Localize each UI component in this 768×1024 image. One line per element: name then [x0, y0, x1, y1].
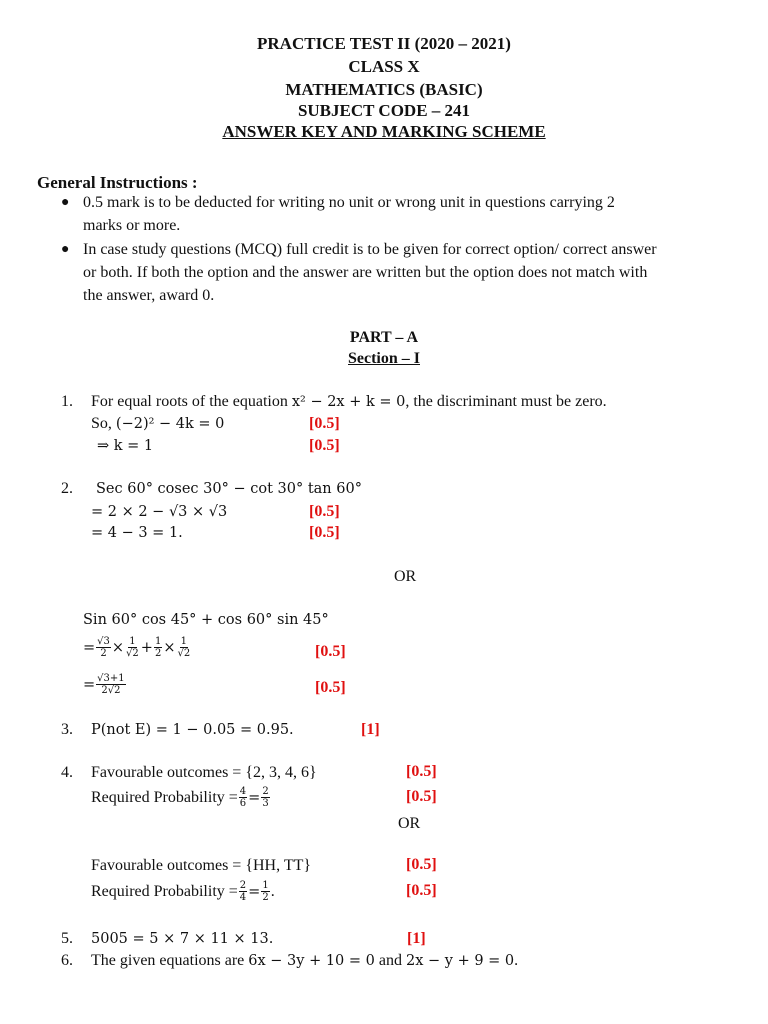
q3-mark: [1]: [361, 721, 380, 738]
q2-alt-line-3: = $\frac{√3+1}{2√2}$: [83, 673, 125, 696]
q3-text: P(not E) = 1 − 0.05 = 0.95.: [91, 722, 294, 738]
q5-mark: [1]: [407, 930, 426, 947]
fraction: $\frac{2}{3}$: [262, 786, 269, 809]
q4-number: 4.: [61, 764, 73, 781]
q2-line-3: = 4 − 3 = 1.: [91, 525, 183, 541]
header-class: CLASS X: [348, 57, 420, 76]
q2-alt-mark-2: [0.5]: [315, 679, 346, 696]
section-title: Section – I: [348, 350, 420, 367]
q4-mark-1: [0.5]: [406, 763, 437, 780]
q2-mark-2: [0.5]: [309, 524, 340, 541]
bullet-icon: ●: [61, 195, 70, 210]
q4-alt-line-1: Favourable outcomes = {HH, TT}: [91, 857, 312, 874]
fraction: $\frac{√3}{2}$: [97, 636, 110, 659]
q6-text: The given equations are 6x − 3y + 10 = 0 and 2x − y + 9 = 0.: [91, 952, 519, 969]
q2-alt-line-1: Sin 60° cos 45° + cos 60° sin 45°: [83, 612, 329, 628]
q1-line-2: So, (−2)² − 4k = 0: [91, 415, 225, 432]
q4-alt-line-2: Required Probability = $\frac{2}{4}$ = $\frac{1}{2}$ .: [91, 880, 275, 903]
bullet-icon: ●: [61, 242, 70, 257]
instruction-2-line-2: or both. If both the option and the answer are written but the option does not match with: [83, 264, 648, 281]
q2-line-2: = 2 × 2 − √3 × √3: [91, 504, 228, 520]
fraction: $\frac{1}{2}$: [262, 880, 269, 903]
q2-line-1: Sec 60° cosec 30° − cot 30° tan 60°: [96, 481, 362, 497]
q5-text: 5005 = 5 × 7 × 11 × 13.: [91, 931, 274, 947]
or-separator: OR: [394, 568, 417, 585]
instruction-1-line-1: 0.5 mark is to be deducted for writing no unit or wrong unit in questions carrying 2: [83, 194, 615, 211]
q2-mark-1: [0.5]: [309, 503, 340, 520]
header-title: PRACTICE TEST II (2020 – 2021): [257, 34, 511, 53]
q4-alt-mark-1: [0.5]: [406, 856, 437, 873]
q6-number: 6.: [61, 952, 73, 969]
q1-line-1: For equal roots of the equation x² − 2x + k = 0, the discriminant must be zero.: [91, 393, 607, 410]
q4-line-2: Required Probability = $\frac{4}{6}$ = $\frac{2}{3}$: [91, 786, 269, 809]
header-subject-code: SUBJECT CODE – 241: [297, 101, 471, 120]
or-separator: OR: [398, 815, 421, 832]
q2-number: 2.: [61, 480, 73, 497]
q1-number: 1.: [61, 393, 73, 410]
q1-line-3: ⇒ k = 1: [97, 438, 154, 454]
q1-mark-1: [0.5]: [309, 415, 340, 432]
instruction-2-line-3: the answer, award 0.: [83, 287, 215, 304]
fraction: $\frac{1}{√2}$: [126, 636, 139, 659]
instruction-1-line-2: marks or more.: [83, 217, 181, 234]
q3-number: 3.: [61, 721, 73, 738]
q4-line-1: Favourable outcomes = {2, 3, 4, 6}: [91, 764, 317, 781]
part-title: PART – A: [349, 329, 419, 346]
q2-alt-line-2: = $\frac{√3}{2}$ × $\frac{1}{√2}$ + $\frac{1}{2}$ × $\frac{1}{√2}$: [83, 636, 191, 659]
q4-mark-2: [0.5]: [406, 788, 437, 805]
fraction: $\frac{1}{2}$: [154, 636, 162, 659]
instructions-title: General Instructions :: [37, 173, 198, 192]
instruction-2-line-1: In case study questions (MCQ) full credit is to be given for correct option/ correct answer: [83, 241, 657, 258]
q1-mark-2: [0.5]: [309, 437, 340, 454]
q2-alt-mark-1: [0.5]: [315, 643, 346, 660]
fraction: $\frac{1}{√2}$: [177, 636, 191, 659]
header-subject: MATHEMATICS (BASIC): [285, 80, 483, 99]
q5-number: 5.: [61, 930, 73, 947]
header-answer-key: ANSWER KEY AND MARKING SCHEME: [222, 122, 546, 141]
fraction: $\frac{√3+1}{2√2}$: [97, 673, 125, 696]
fraction: $\frac{2}{4}$: [239, 880, 247, 903]
fraction: $\frac{4}{6}$: [239, 786, 247, 809]
q4-alt-mark-2: [0.5]: [406, 882, 437, 899]
